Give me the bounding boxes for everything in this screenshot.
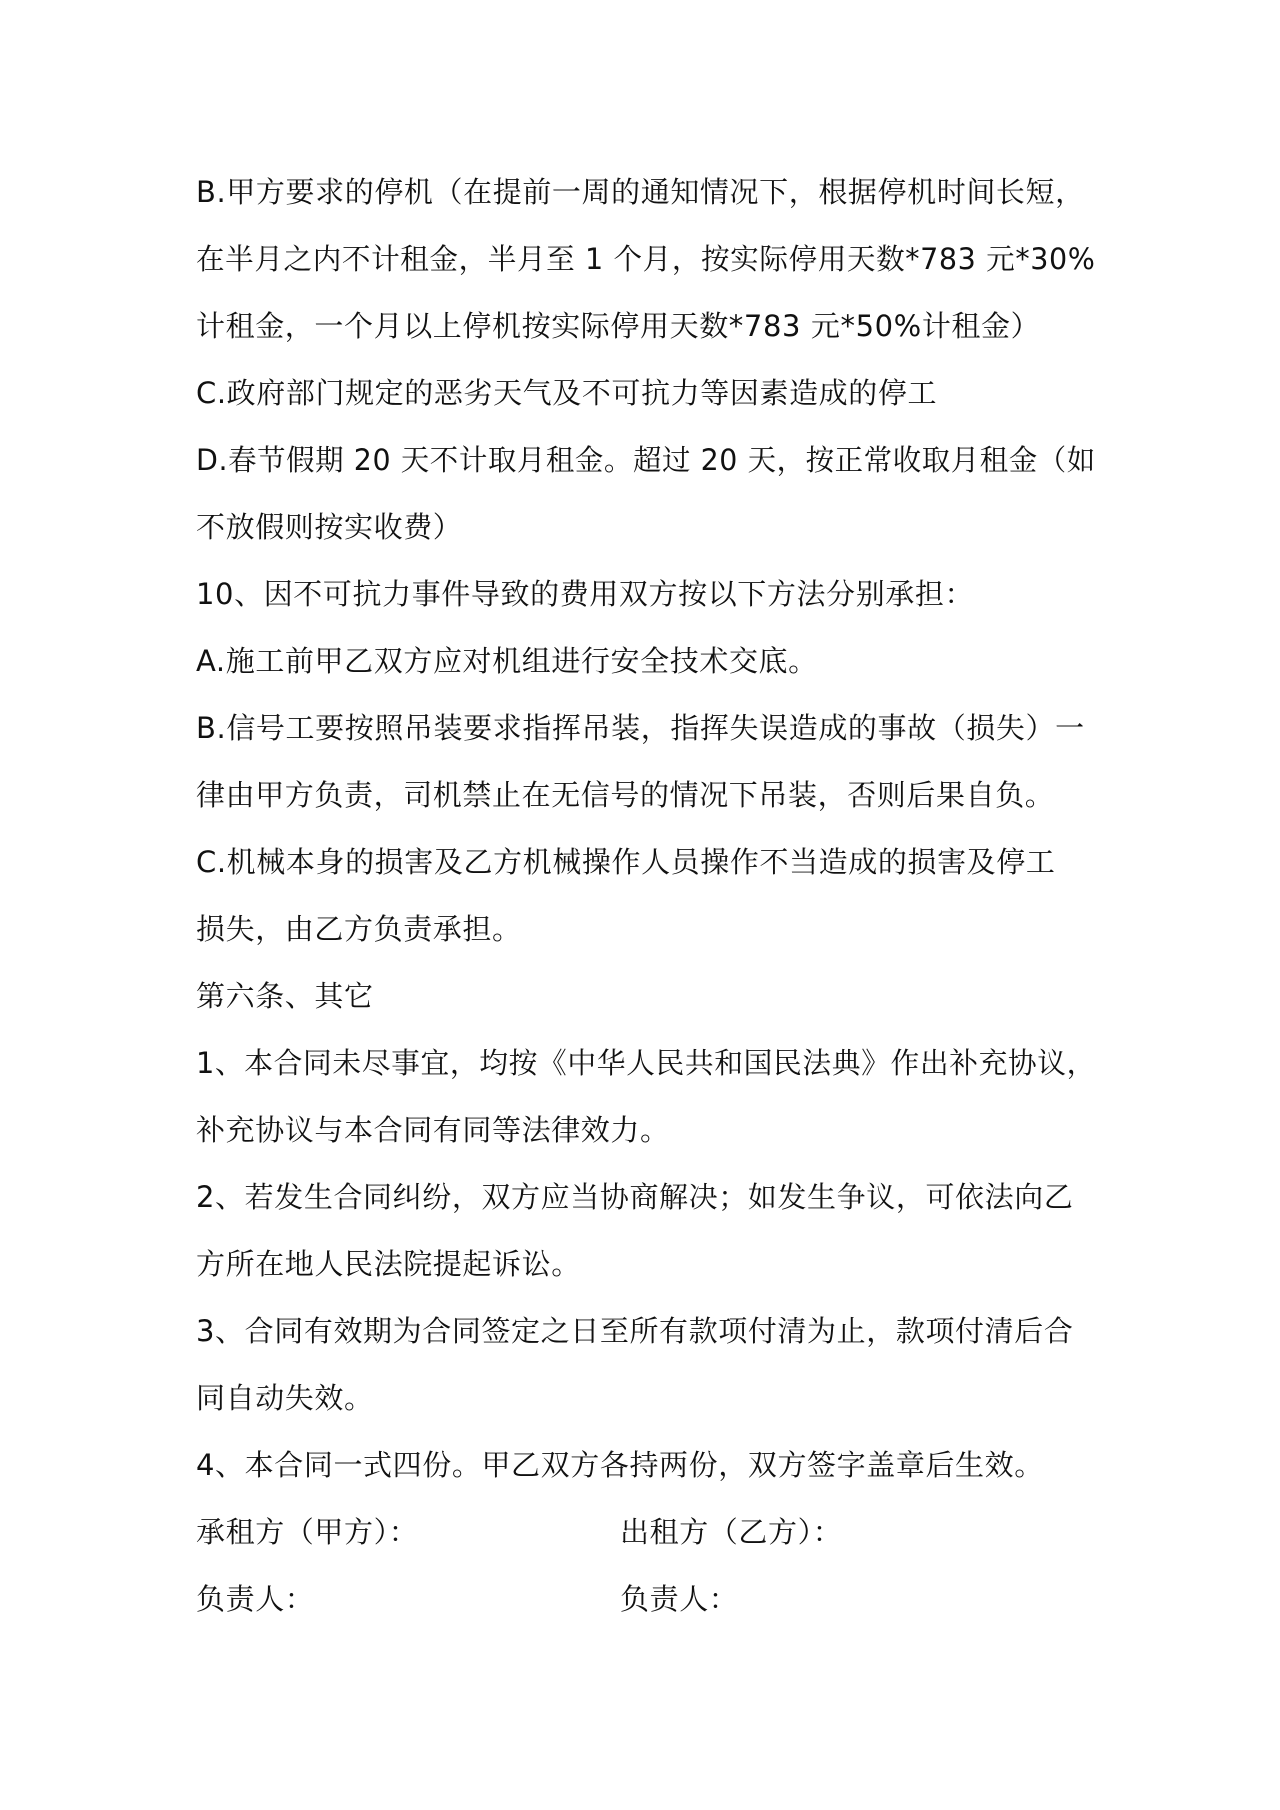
signature-row-party: [196, 1512, 1096, 1552]
text-line: 律由甲方负责，司机禁止在无信号的情况下吊装，否则后果自负。: [196, 778, 1055, 812]
text-line: 10、因不可抗力事件导致的费用双方按以下方法分别承担：: [196, 577, 975, 611]
lessee-label: 承租方（甲方）：: [196, 1515, 419, 1549]
lessor-label: 出租方（乙方）：: [620, 1515, 843, 1549]
lessor-person-label: 负责人：: [620, 1582, 739, 1616]
text-line: 在半月之内不计租金，半月至 1 个月，按实际停用天数*783 元*30%: [196, 242, 1096, 276]
text-line: A.施工前甲乙双方应对机组进行安全技术交底。: [196, 644, 818, 678]
lessee-person-label: 负责人：: [196, 1582, 315, 1616]
text-line: 1、本合同未尽事宜，均按《中华人民共和国民法典》作出补充协议，: [196, 1046, 1097, 1080]
signature-row-person: [196, 1579, 1096, 1619]
text-line: 补充协议与本合同有同等法律效力。: [196, 1113, 670, 1147]
text-line: 3、合同有效期为合同签定之日至所有款项付清为止，款项付清后合: [196, 1314, 1074, 1348]
text-line: C.机械本身的损害及乙方机械操作人员操作不当造成的损害及停工: [196, 845, 1056, 879]
text-line: 4、本合同一式四份。甲乙双方各持两份，双方签字盖章后生效。: [196, 1448, 1044, 1482]
text-line: 损失，由乙方负责承担。: [196, 912, 522, 946]
text-line: 方所在地人民法院提起诉讼。: [196, 1247, 581, 1281]
section-heading: 第六条、其它: [196, 979, 374, 1013]
text-line: 2、若发生合同纠纷，双方应当协商解决；如发生争议，可依法向乙: [196, 1180, 1074, 1214]
text-line: 计租金，一个月以上停机按实际停用天数*783 元*50%计租金）: [196, 309, 1041, 343]
text-line: 同自动失效。: [196, 1381, 374, 1415]
text-line: 不放假则按实收费）: [196, 510, 463, 544]
text-line: C.政府部门规定的恶劣天气及不可抗力等因素造成的停工: [196, 376, 938, 410]
text-line: B.甲方要求的停机（在提前一周的通知情况下，根据停机时间长短，: [196, 175, 1085, 209]
text-line: B.信号工要按照吊装要求指挥吊装，指挥失误造成的事故（损失）一: [196, 711, 1085, 745]
text-line: D.春节假期 20 天不计取月租金。超过 20 天，按正常收取月租金（如: [196, 443, 1096, 477]
